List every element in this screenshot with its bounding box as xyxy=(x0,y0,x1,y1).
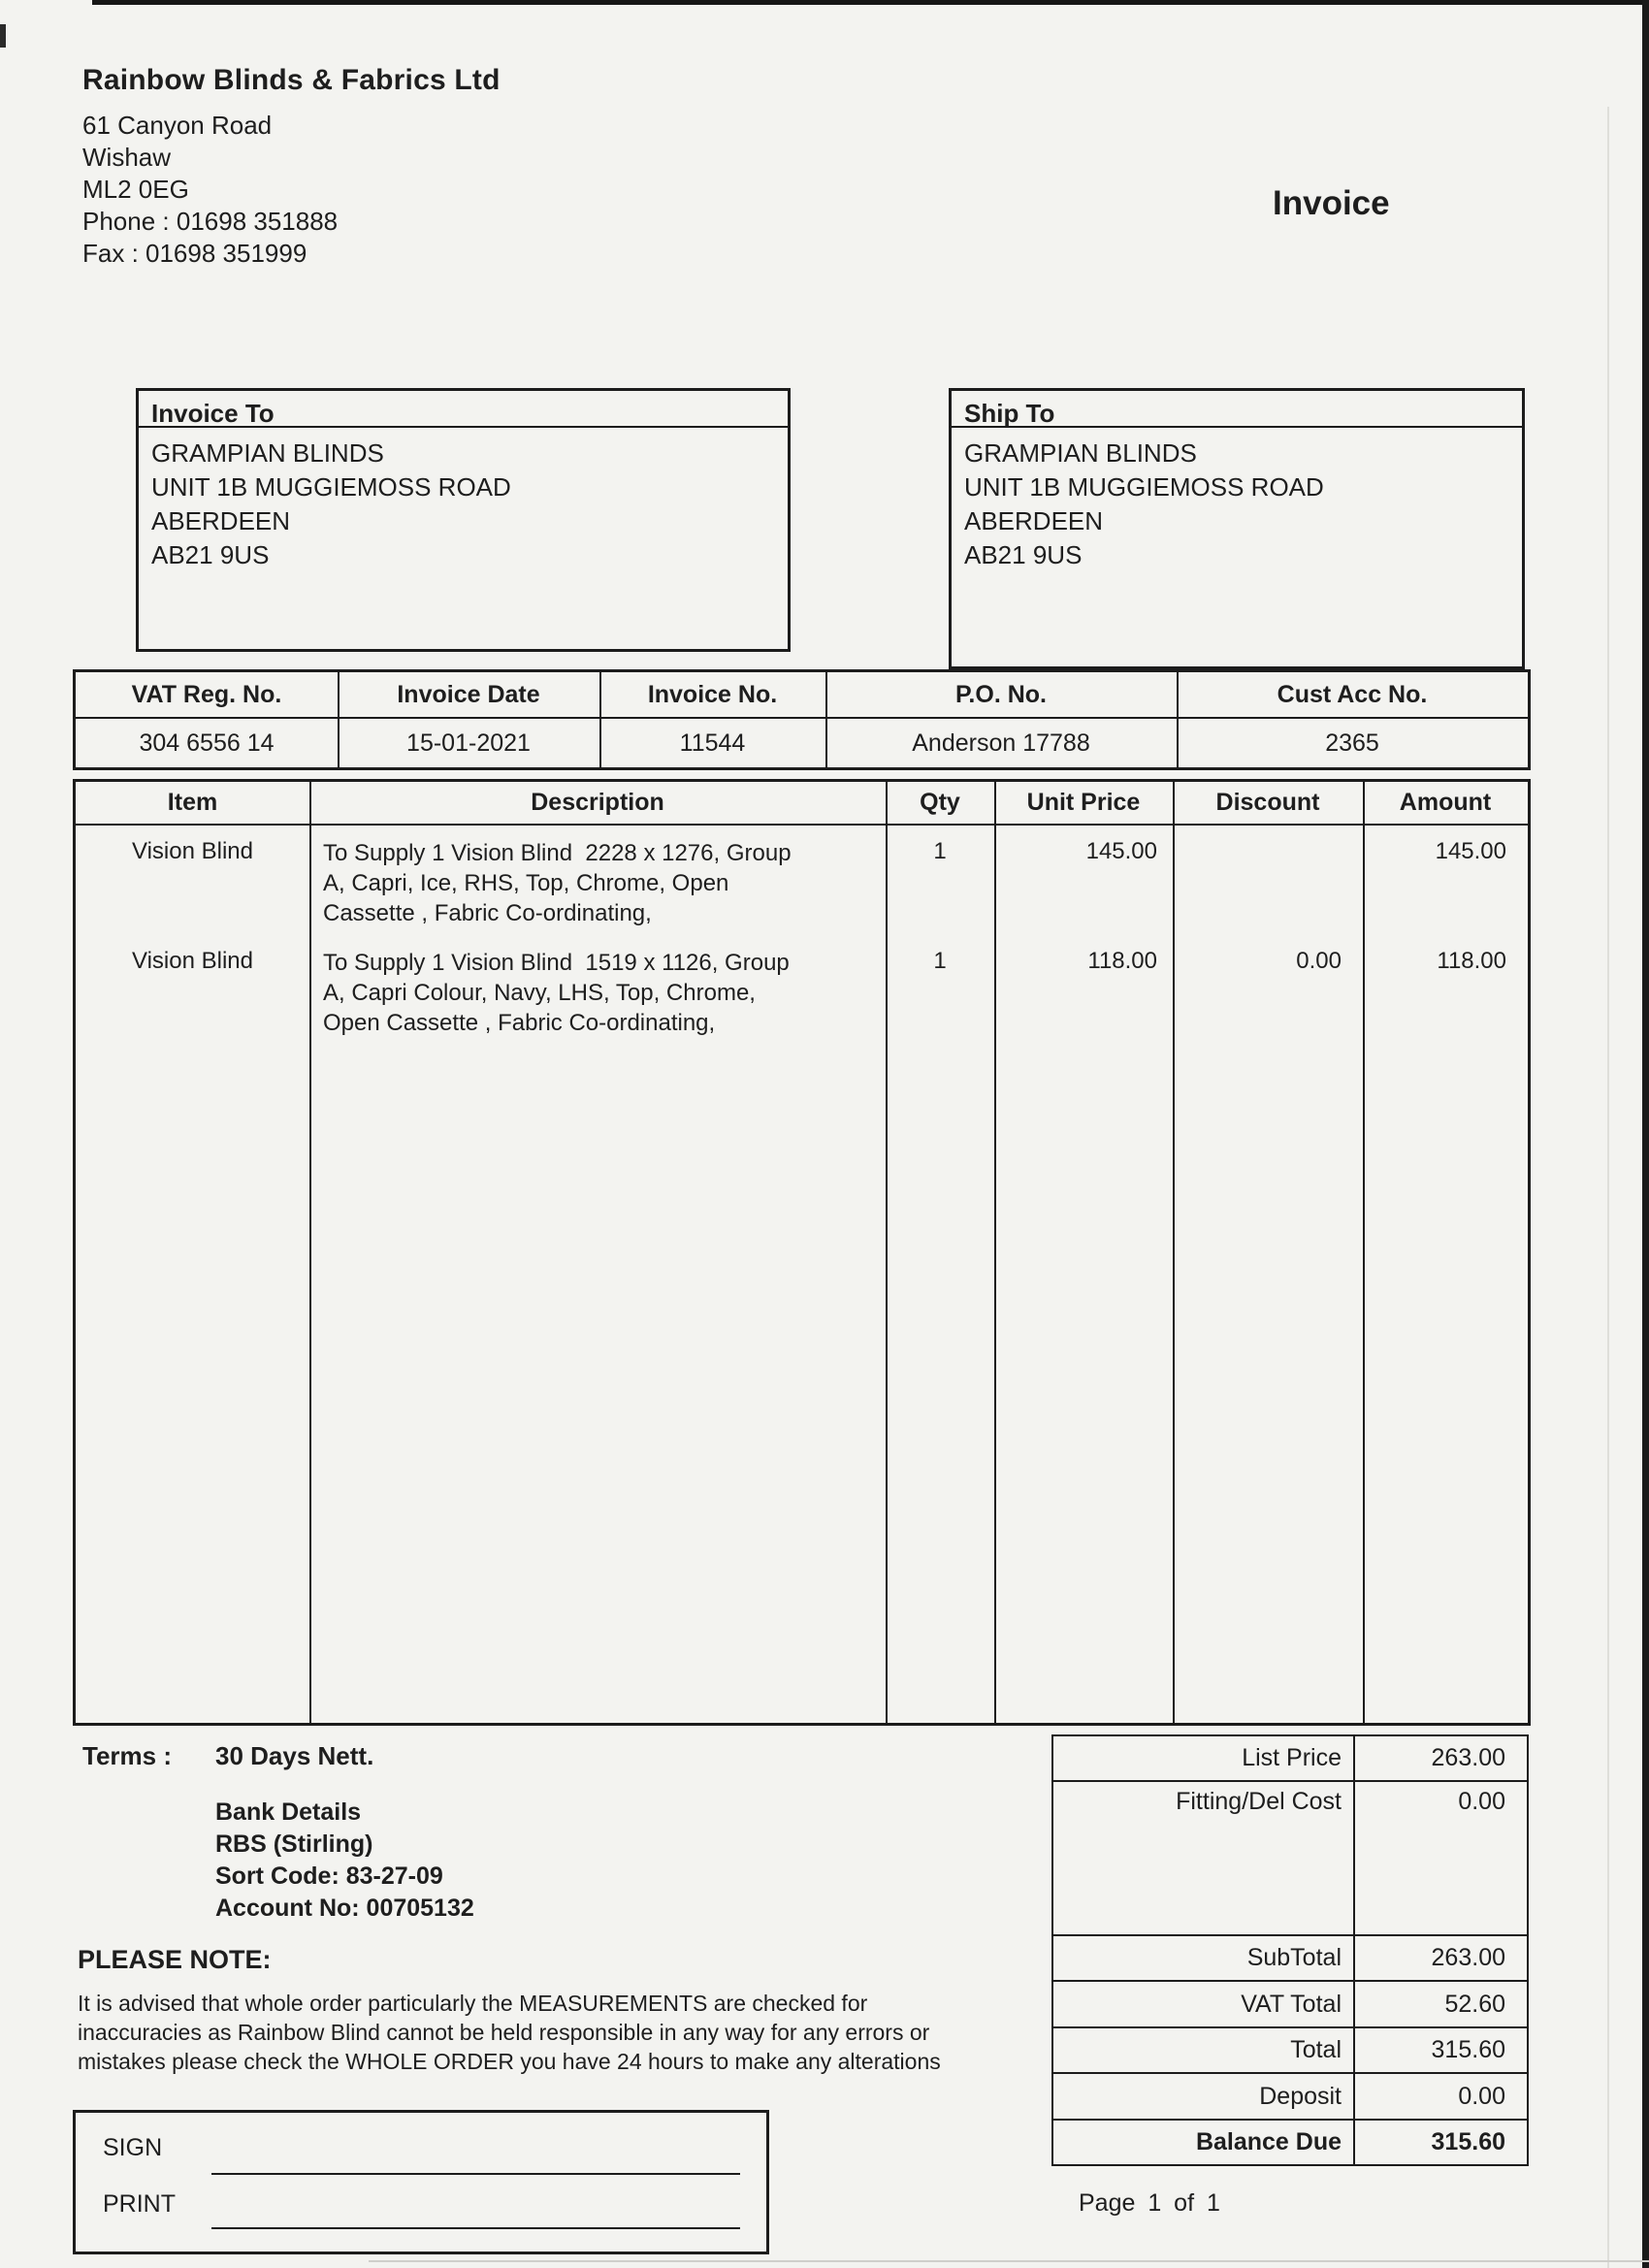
meta-value-vat-reg: 304 6556 14 xyxy=(139,729,275,757)
totals-row-subtotal: SubTotal 263.00 xyxy=(1053,1934,1527,1980)
terms-value: 30 Days Nett. xyxy=(215,1741,374,1770)
print-label: PRINT xyxy=(103,2190,176,2218)
meta-column-divider xyxy=(599,672,601,767)
item-discount xyxy=(1173,826,1363,935)
note-body: It is advised that whole order particularly the MEASUREMENTS are checked for inaccuracies as Rainbow Blind cannot be held responsible in any way for any errors or mistakes please check the WHOLE ORDER you have 24 hours to make any alterations xyxy=(78,1991,941,2074)
sign-label: SIGN xyxy=(103,2134,163,2161)
items-header-description: Description xyxy=(531,789,664,816)
item-amount: 118.00 xyxy=(1437,948,1506,974)
print-line[interactable] xyxy=(211,2227,740,2229)
company-phone: Phone : 01698 351888 xyxy=(82,207,339,236)
bank-account-no: Account No: 00705132 xyxy=(215,1895,474,1922)
ship-to-box xyxy=(949,388,1525,669)
bank-name: RBS (Stirling) xyxy=(215,1831,373,1858)
meta-value-invoice-date: 15-01-2021 xyxy=(406,729,531,757)
items-column-divider xyxy=(886,782,888,1723)
item-unit-price: 118.00 xyxy=(1087,948,1157,974)
company-postcode: ML2 0EG xyxy=(82,175,189,204)
line-item-row xyxy=(76,826,1528,935)
items-column-divider xyxy=(309,782,311,1723)
item-name: Vision Blind xyxy=(132,948,253,974)
company-address-line1: 61 Canyon Road xyxy=(82,111,273,140)
item-name: Vision Blind xyxy=(132,838,253,864)
ship-to-line: GRAMPIAN BLINDS xyxy=(964,438,1197,468)
item-qty: 1 xyxy=(933,838,947,864)
items-column-divider xyxy=(1173,782,1175,1723)
invoice-to-header: Invoice To xyxy=(139,391,788,428)
scan-edge-right xyxy=(1642,0,1649,2268)
invoice-meta-header-row xyxy=(76,672,1528,719)
line-item-row xyxy=(76,935,1528,1038)
company-address-line2: Wishaw xyxy=(82,143,172,172)
item-unit-price: 145.00 xyxy=(1085,838,1157,864)
scan-mark-left xyxy=(0,24,6,48)
meta-column-divider xyxy=(1177,672,1179,767)
scan-edge-bottom xyxy=(369,2260,1649,2262)
sign-line[interactable] xyxy=(211,2173,740,2175)
terms-label: Terms : xyxy=(82,1741,172,1770)
totals-row-fitting-del: Fitting/Del Cost 0.00 xyxy=(1053,1780,1527,1934)
note-title: PLEASE NOTE: xyxy=(78,1945,272,1974)
ship-to-line: AB21 9US xyxy=(964,540,1083,569)
invoice-meta-table xyxy=(73,669,1531,770)
totals-row-deposit: Deposit 0.00 xyxy=(1053,2072,1527,2119)
bank-details xyxy=(215,1797,474,1925)
scan-fold-line xyxy=(1607,107,1609,2268)
item-qty: 1 xyxy=(933,948,947,974)
totals-row-list-price: List Price 263.00 xyxy=(1053,1736,1527,1780)
totals-row-balance-due: Balance Due 315.60 xyxy=(1053,2119,1527,2164)
bank-sort-code: Sort Code: 83-27-09 xyxy=(215,1863,443,1890)
invoice-to-box xyxy=(136,388,791,652)
ship-to-line: UNIT 1B MUGGIEMOSS ROAD xyxy=(964,472,1324,502)
document-title: Invoice xyxy=(1273,184,1390,222)
company-fax: Fax : 01698 351999 xyxy=(82,239,307,268)
invoice-meta-value-row xyxy=(76,719,1528,767)
line-items-table xyxy=(73,779,1531,1726)
meta-value-cust-acc: 2365 xyxy=(1325,729,1379,757)
items-header-discount: Discount xyxy=(1215,789,1320,816)
meta-header-invoice-date: Invoice Date xyxy=(397,680,540,708)
invoice-to-line: UNIT 1B MUGGIEMOSS ROAD xyxy=(151,472,511,502)
items-header-item: Item xyxy=(167,789,218,816)
invoice-to-line: GRAMPIAN BLINDS xyxy=(151,438,384,468)
meta-value-invoice-no: 11544 xyxy=(679,729,746,757)
item-discount: 0.00 xyxy=(1296,948,1342,974)
meta-header-po-no: P.O. No. xyxy=(954,680,1047,708)
invoice-to-line: ABERDEEN xyxy=(151,506,291,535)
scan-edge-top xyxy=(92,0,1649,5)
meta-column-divider xyxy=(338,672,340,767)
meta-column-divider xyxy=(825,672,827,767)
items-column-divider xyxy=(994,782,996,1723)
meta-value-po-no: Anderson 17788 xyxy=(912,729,1090,757)
ship-to-header: Ship To xyxy=(952,391,1522,428)
items-header-qty: Qty xyxy=(920,789,960,816)
company-header xyxy=(82,64,501,270)
items-header-amount: Amount xyxy=(1399,789,1492,816)
items-column-divider xyxy=(1363,782,1365,1723)
totals-row-vat-total: VAT Total 52.60 xyxy=(1053,1980,1527,2026)
line-items-header-row xyxy=(76,782,1528,826)
ship-to-line: ABERDEEN xyxy=(964,506,1104,535)
company-name: Rainbow Blinds & Fabrics Ltd xyxy=(82,64,501,96)
meta-header-invoice-no: Invoice No. xyxy=(647,680,778,708)
totals-row-total: Total 315.60 xyxy=(1053,2026,1527,2072)
items-header-unit-price: Unit Price xyxy=(1026,789,1141,816)
meta-header-vat-reg: VAT Reg. No. xyxy=(131,680,282,708)
item-description: To Supply 1 Vision Blind 1519 x 1126, Group A, Capri Colour, Navy, LHS, Top, Chrome, Open Cassette , Fabric Co-ordinating, xyxy=(323,950,790,1036)
totals-table xyxy=(1051,1734,1529,2166)
signature-box xyxy=(73,2110,769,2254)
bank-details-title: Bank Details xyxy=(215,1798,362,1826)
page-number: Page 1 of 1 xyxy=(1079,2189,1220,2217)
meta-header-cust-acc: Cust Acc No. xyxy=(1277,680,1428,708)
item-amount: 145.00 xyxy=(1435,838,1506,864)
item-description: To Supply 1 Vision Blind 2228 x 1276, Group A, Capri, Ice, RHS, Top, Chrome, Open Cassette , Fabric Co-ordinating, xyxy=(323,840,792,926)
invoice-to-line: AB21 9US xyxy=(151,540,270,569)
